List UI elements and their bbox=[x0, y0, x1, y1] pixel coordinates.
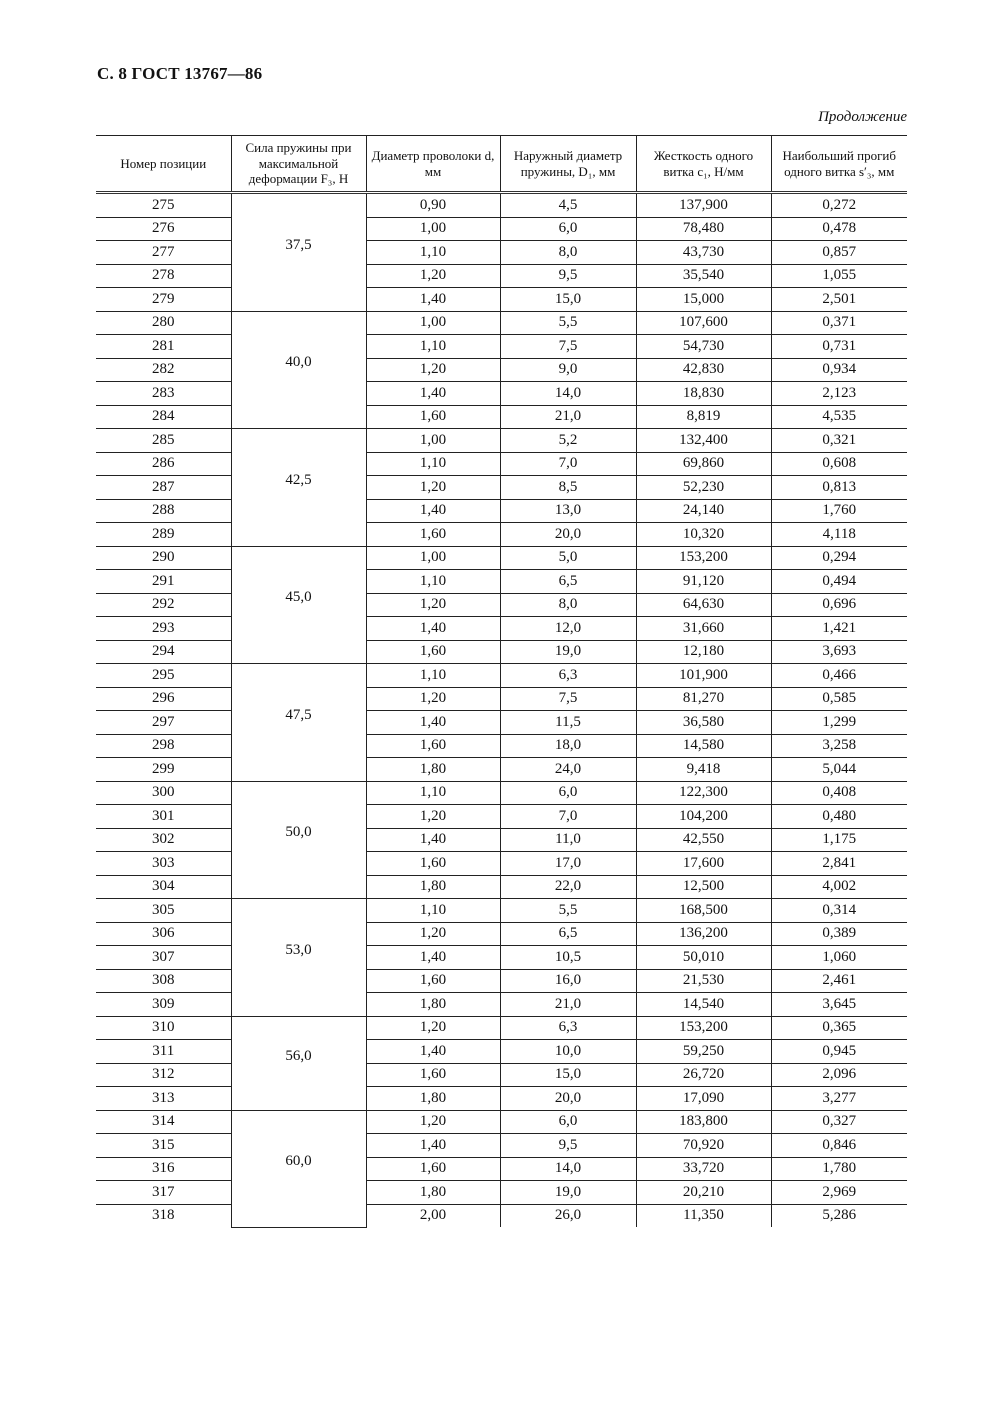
header-position: Номер позиции bbox=[96, 136, 231, 193]
cell-max-deflection: 0,857 bbox=[771, 241, 907, 265]
table-row bbox=[96, 640, 907, 664]
cell-outer-diameter: 7,5 bbox=[500, 335, 636, 359]
cell-position: 314 bbox=[96, 1110, 231, 1134]
cell-stiffness: 24,140 bbox=[636, 499, 771, 523]
cell-stiffness: 12,500 bbox=[636, 875, 771, 899]
cell-wire-diameter: 1,40 bbox=[366, 711, 500, 735]
cell-stiffness: 91,120 bbox=[636, 570, 771, 594]
table-row bbox=[96, 429, 907, 453]
cell-max-deflection: 2,501 bbox=[771, 288, 907, 312]
table-row bbox=[96, 382, 907, 406]
cell-stiffness: 132,400 bbox=[636, 429, 771, 453]
table-row bbox=[96, 852, 907, 876]
cell-max-deflection: 2,969 bbox=[771, 1181, 907, 1205]
cell-stiffness: 104,200 bbox=[636, 805, 771, 829]
table-row bbox=[96, 593, 907, 617]
cell-position: 279 bbox=[96, 288, 231, 312]
cell-position: 311 bbox=[96, 1040, 231, 1064]
cell-wire-diameter: 1,10 bbox=[366, 664, 500, 688]
table-row bbox=[96, 993, 907, 1017]
cell-outer-diameter: 6,0 bbox=[500, 781, 636, 805]
cell-position: 313 bbox=[96, 1087, 231, 1111]
cell-max-deflection: 3,277 bbox=[771, 1087, 907, 1111]
cell-position: 312 bbox=[96, 1063, 231, 1087]
cell-position: 280 bbox=[96, 311, 231, 335]
cell-force: 53,0 bbox=[231, 899, 366, 1017]
cell-max-deflection: 0,585 bbox=[771, 687, 907, 711]
cell-wire-diameter: 1,40 bbox=[366, 617, 500, 641]
cell-stiffness: 137,900 bbox=[636, 193, 771, 218]
cell-stiffness: 18,830 bbox=[636, 382, 771, 406]
cell-max-deflection: 0,945 bbox=[771, 1040, 907, 1064]
cell-position: 298 bbox=[96, 734, 231, 758]
cell-max-deflection: 0,327 bbox=[771, 1110, 907, 1134]
cell-position: 276 bbox=[96, 217, 231, 241]
cell-wire-diameter: 1,10 bbox=[366, 335, 500, 359]
cell-outer-diameter: 13,0 bbox=[500, 499, 636, 523]
continuation-label: Продолжение bbox=[818, 109, 907, 125]
cell-stiffness: 10,320 bbox=[636, 523, 771, 547]
table-row bbox=[96, 358, 907, 382]
cell-stiffness: 14,540 bbox=[636, 993, 771, 1017]
cell-wire-diameter: 0,90 bbox=[366, 193, 500, 218]
cell-max-deflection: 4,118 bbox=[771, 523, 907, 547]
table-row bbox=[96, 335, 907, 359]
cell-stiffness: 59,250 bbox=[636, 1040, 771, 1064]
cell-stiffness: 35,540 bbox=[636, 264, 771, 288]
cell-wire-diameter: 1,40 bbox=[366, 1134, 500, 1158]
cell-outer-diameter: 26,0 bbox=[500, 1204, 636, 1227]
cell-max-deflection: 0,478 bbox=[771, 217, 907, 241]
table-row bbox=[96, 1063, 907, 1087]
cell-position: 299 bbox=[96, 758, 231, 782]
table-row bbox=[96, 922, 907, 946]
table-row bbox=[96, 1204, 907, 1227]
cell-stiffness: 17,600 bbox=[636, 852, 771, 876]
cell-outer-diameter: 7,5 bbox=[500, 687, 636, 711]
cell-position: 317 bbox=[96, 1181, 231, 1205]
cell-max-deflection: 4,002 bbox=[771, 875, 907, 899]
cell-max-deflection: 0,272 bbox=[771, 193, 907, 218]
cell-stiffness: 50,010 bbox=[636, 946, 771, 970]
spring-spec-table bbox=[96, 135, 907, 1228]
cell-wire-diameter: 1,20 bbox=[366, 593, 500, 617]
table-row bbox=[96, 828, 907, 852]
cell-outer-diameter: 7,0 bbox=[500, 805, 636, 829]
cell-outer-diameter: 12,0 bbox=[500, 617, 636, 641]
table-row bbox=[96, 546, 907, 570]
header-stiffness: Жесткость одного витка c₁, Н/мм bbox=[636, 136, 771, 193]
cell-stiffness: 21,530 bbox=[636, 969, 771, 993]
table-row bbox=[96, 664, 907, 688]
cell-position: 288 bbox=[96, 499, 231, 523]
cell-outer-diameter: 21,0 bbox=[500, 993, 636, 1017]
cell-outer-diameter: 17,0 bbox=[500, 852, 636, 876]
cell-wire-diameter: 1,60 bbox=[366, 405, 500, 429]
table-row bbox=[96, 899, 907, 923]
cell-stiffness: 136,200 bbox=[636, 922, 771, 946]
page-header: С. 8 ГОСТ 13767—86 bbox=[97, 64, 263, 83]
cell-max-deflection: 0,314 bbox=[771, 899, 907, 923]
table-row bbox=[96, 452, 907, 476]
cell-max-deflection: 0,813 bbox=[771, 476, 907, 500]
cell-stiffness: 101,900 bbox=[636, 664, 771, 688]
cell-outer-diameter: 9,0 bbox=[500, 358, 636, 382]
cell-wire-diameter: 1,60 bbox=[366, 1063, 500, 1087]
cell-force: 56,0 bbox=[231, 1016, 366, 1110]
cell-max-deflection: 1,055 bbox=[771, 264, 907, 288]
cell-wire-diameter: 1,00 bbox=[366, 429, 500, 453]
cell-stiffness: 17,090 bbox=[636, 1087, 771, 1111]
cell-outer-diameter: 16,0 bbox=[500, 969, 636, 993]
cell-wire-diameter: 1,20 bbox=[366, 1016, 500, 1040]
cell-outer-diameter: 10,5 bbox=[500, 946, 636, 970]
cell-stiffness: 20,210 bbox=[636, 1181, 771, 1205]
cell-stiffness: 36,580 bbox=[636, 711, 771, 735]
cell-max-deflection: 0,466 bbox=[771, 664, 907, 688]
cell-wire-diameter: 1,80 bbox=[366, 993, 500, 1017]
cell-wire-diameter: 1,80 bbox=[366, 875, 500, 899]
cell-position: 295 bbox=[96, 664, 231, 688]
cell-position: 290 bbox=[96, 546, 231, 570]
table-row bbox=[96, 781, 907, 805]
table-row bbox=[96, 946, 907, 970]
cell-outer-diameter: 5,0 bbox=[500, 546, 636, 570]
cell-stiffness: 183,800 bbox=[636, 1110, 771, 1134]
cell-position: 275 bbox=[96, 193, 231, 218]
cell-force: 40,0 bbox=[231, 311, 366, 429]
cell-max-deflection: 1,760 bbox=[771, 499, 907, 523]
cell-wire-diameter: 2,00 bbox=[366, 1204, 500, 1227]
table-row bbox=[96, 711, 907, 735]
cell-stiffness: 122,300 bbox=[636, 781, 771, 805]
cell-position: 289 bbox=[96, 523, 231, 547]
cell-wire-diameter: 1,60 bbox=[366, 734, 500, 758]
cell-wire-diameter: 1,10 bbox=[366, 452, 500, 476]
cell-outer-diameter: 4,5 bbox=[500, 193, 636, 218]
table-row bbox=[96, 311, 907, 335]
table-row bbox=[96, 1157, 907, 1181]
cell-position: 304 bbox=[96, 875, 231, 899]
cell-max-deflection: 0,934 bbox=[771, 358, 907, 382]
cell-stiffness: 70,920 bbox=[636, 1134, 771, 1158]
cell-max-deflection: 0,480 bbox=[771, 805, 907, 829]
cell-force: 37,5 bbox=[231, 193, 366, 312]
cell-position: 310 bbox=[96, 1016, 231, 1040]
cell-max-deflection: 2,841 bbox=[771, 852, 907, 876]
header-wire-diameter: Диаметр проволоки d, мм bbox=[366, 136, 500, 193]
table-row bbox=[96, 405, 907, 429]
cell-wire-diameter: 1,60 bbox=[366, 852, 500, 876]
cell-wire-diameter: 1,10 bbox=[366, 241, 500, 265]
cell-max-deflection: 0,294 bbox=[771, 546, 907, 570]
cell-outer-diameter: 6,0 bbox=[500, 1110, 636, 1134]
cell-position: 283 bbox=[96, 382, 231, 406]
cell-max-deflection: 0,408 bbox=[771, 781, 907, 805]
table-row bbox=[96, 264, 907, 288]
table-row bbox=[96, 758, 907, 782]
cell-position: 292 bbox=[96, 593, 231, 617]
cell-wire-diameter: 1,60 bbox=[366, 1157, 500, 1181]
cell-max-deflection: 1,299 bbox=[771, 711, 907, 735]
cell-wire-diameter: 1,40 bbox=[366, 1040, 500, 1064]
cell-position: 296 bbox=[96, 687, 231, 711]
cell-position: 286 bbox=[96, 452, 231, 476]
cell-position: 309 bbox=[96, 993, 231, 1017]
cell-outer-diameter: 9,5 bbox=[500, 1134, 636, 1158]
cell-wire-diameter: 1,80 bbox=[366, 1087, 500, 1111]
cell-position: 301 bbox=[96, 805, 231, 829]
cell-outer-diameter: 5,5 bbox=[500, 311, 636, 335]
cell-position: 287 bbox=[96, 476, 231, 500]
cell-outer-diameter: 6,5 bbox=[500, 570, 636, 594]
cell-wire-diameter: 1,80 bbox=[366, 1181, 500, 1205]
cell-wire-diameter: 1,10 bbox=[366, 781, 500, 805]
cell-stiffness: 9,418 bbox=[636, 758, 771, 782]
cell-stiffness: 26,720 bbox=[636, 1063, 771, 1087]
cell-stiffness: 69,860 bbox=[636, 452, 771, 476]
cell-wire-diameter: 1,80 bbox=[366, 758, 500, 782]
cell-outer-diameter: 18,0 bbox=[500, 734, 636, 758]
cell-outer-diameter: 19,0 bbox=[500, 1181, 636, 1205]
cell-wire-diameter: 1,60 bbox=[366, 640, 500, 664]
cell-position: 315 bbox=[96, 1134, 231, 1158]
cell-wire-diameter: 1,00 bbox=[366, 217, 500, 241]
cell-wire-diameter: 1,20 bbox=[366, 264, 500, 288]
cell-outer-diameter: 21,0 bbox=[500, 405, 636, 429]
cell-outer-diameter: 14,0 bbox=[500, 1157, 636, 1181]
cell-position: 291 bbox=[96, 570, 231, 594]
cell-outer-diameter: 5,2 bbox=[500, 429, 636, 453]
cell-wire-diameter: 1,60 bbox=[366, 969, 500, 993]
cell-position: 307 bbox=[96, 946, 231, 970]
cell-max-deflection: 1,421 bbox=[771, 617, 907, 641]
cell-position: 297 bbox=[96, 711, 231, 735]
cell-wire-diameter: 1,20 bbox=[366, 687, 500, 711]
cell-force: 50,0 bbox=[231, 781, 366, 899]
cell-position: 303 bbox=[96, 852, 231, 876]
header-outer-diameter: Наружный диаметр пружины, D₁, мм bbox=[500, 136, 636, 193]
cell-wire-diameter: 1,60 bbox=[366, 523, 500, 547]
cell-max-deflection: 5,044 bbox=[771, 758, 907, 782]
cell-outer-diameter: 20,0 bbox=[500, 1087, 636, 1111]
cell-stiffness: 14,580 bbox=[636, 734, 771, 758]
cell-max-deflection: 0,731 bbox=[771, 335, 907, 359]
cell-outer-diameter: 8,0 bbox=[500, 593, 636, 617]
cell-outer-diameter: 5,5 bbox=[500, 899, 636, 923]
cell-max-deflection: 3,693 bbox=[771, 640, 907, 664]
cell-stiffness: 78,480 bbox=[636, 217, 771, 241]
table-row bbox=[96, 617, 907, 641]
cell-wire-diameter: 1,20 bbox=[366, 1110, 500, 1134]
cell-stiffness: 12,180 bbox=[636, 640, 771, 664]
cell-stiffness: 168,500 bbox=[636, 899, 771, 923]
cell-outer-diameter: 22,0 bbox=[500, 875, 636, 899]
cell-stiffness: 153,200 bbox=[636, 546, 771, 570]
cell-stiffness: 52,230 bbox=[636, 476, 771, 500]
cell-position: 318 bbox=[152, 1207, 175, 1224]
cell-max-deflection: 0,365 bbox=[771, 1016, 907, 1040]
table-row bbox=[96, 1134, 907, 1158]
table-row bbox=[96, 523, 907, 547]
cell-stiffness: 15,000 bbox=[636, 288, 771, 312]
cell-outer-diameter: 24,0 bbox=[500, 758, 636, 782]
cell-outer-diameter: 11,0 bbox=[500, 828, 636, 852]
table-row bbox=[96, 687, 907, 711]
cell-max-deflection: 0,371 bbox=[771, 311, 907, 335]
cell-position: 302 bbox=[96, 828, 231, 852]
table-row bbox=[96, 875, 907, 899]
cell-max-deflection: 3,645 bbox=[771, 993, 907, 1017]
cell-wire-diameter: 1,20 bbox=[366, 476, 500, 500]
cell-outer-diameter: 9,5 bbox=[500, 264, 636, 288]
cell-max-deflection: 1,175 bbox=[771, 828, 907, 852]
cell-max-deflection: 0,494 bbox=[771, 570, 907, 594]
table-row bbox=[96, 1110, 907, 1134]
cell-outer-diameter: 20,0 bbox=[500, 523, 636, 547]
table-row bbox=[96, 805, 907, 829]
cell-max-deflection: 2,123 bbox=[771, 382, 907, 406]
cell-stiffness: 81,270 bbox=[636, 687, 771, 711]
table-row bbox=[96, 499, 907, 523]
cell-max-deflection: 3,258 bbox=[771, 734, 907, 758]
cell-position: 300 bbox=[96, 781, 231, 805]
cell-max-deflection: 1,060 bbox=[771, 946, 907, 970]
cell-position: 294 bbox=[96, 640, 231, 664]
cell-max-deflection: 2,461 bbox=[771, 969, 907, 993]
cell-outer-diameter: 15,0 bbox=[500, 1063, 636, 1087]
cell-position: 284 bbox=[96, 405, 231, 429]
cell-max-deflection: 0,608 bbox=[771, 452, 907, 476]
cell-max-deflection: 0,321 bbox=[771, 429, 907, 453]
cell-stiffness: 153,200 bbox=[636, 1016, 771, 1040]
cell-max-deflection: 5,286 bbox=[771, 1204, 907, 1227]
cell-outer-diameter: 7,0 bbox=[500, 452, 636, 476]
table-row bbox=[96, 1016, 907, 1040]
cell-outer-diameter: 14,0 bbox=[500, 382, 636, 406]
cell-stiffness: 42,550 bbox=[636, 828, 771, 852]
cell-position: 278 bbox=[96, 264, 231, 288]
cell-position: 282 bbox=[96, 358, 231, 382]
cell-stiffness: 42,830 bbox=[636, 358, 771, 382]
cell-stiffness: 8,819 bbox=[636, 405, 771, 429]
cell-wire-diameter: 1,00 bbox=[366, 546, 500, 570]
table-row bbox=[96, 969, 907, 993]
table-row bbox=[96, 734, 907, 758]
cell-wire-diameter: 1,40 bbox=[366, 828, 500, 852]
cell-force: 45,0 bbox=[231, 546, 366, 664]
table-row bbox=[96, 570, 907, 594]
table-row bbox=[96, 193, 907, 218]
cell-stiffness: 33,720 bbox=[636, 1157, 771, 1181]
cell-wire-diameter: 1,20 bbox=[366, 358, 500, 382]
table-row bbox=[96, 217, 907, 241]
cell-wire-diameter: 1,10 bbox=[366, 899, 500, 923]
cell-position: 277 bbox=[96, 241, 231, 265]
cell-stiffness: 107,600 bbox=[636, 311, 771, 335]
cell-outer-diameter: 11,5 bbox=[500, 711, 636, 735]
cell-stiffness: 43,730 bbox=[636, 241, 771, 265]
cell-outer-diameter: 19,0 bbox=[500, 640, 636, 664]
cell-outer-diameter: 8,5 bbox=[500, 476, 636, 500]
cell-stiffness: 31,660 bbox=[636, 617, 771, 641]
table-row bbox=[96, 1087, 907, 1111]
cell-position: 306 bbox=[96, 922, 231, 946]
cell-stiffness: 54,730 bbox=[636, 335, 771, 359]
cell-max-deflection: 2,096 bbox=[771, 1063, 907, 1087]
cell-position: 281 bbox=[96, 335, 231, 359]
cell-force: 47,5 bbox=[231, 664, 366, 782]
cell-wire-diameter: 1,40 bbox=[366, 499, 500, 523]
table-header-row bbox=[96, 136, 907, 193]
cell-wire-diameter: 1,20 bbox=[366, 805, 500, 829]
cell-position: 305 bbox=[96, 899, 231, 923]
cell-max-deflection: 0,696 bbox=[771, 593, 907, 617]
table-row bbox=[96, 476, 907, 500]
table-row bbox=[96, 288, 907, 312]
cell-outer-diameter: 10,0 bbox=[500, 1040, 636, 1064]
header-force: Сила пружины при максимальной деформации F₃, Н bbox=[231, 136, 366, 193]
cell-stiffness: 64,630 bbox=[636, 593, 771, 617]
table-row bbox=[96, 241, 907, 265]
table-row bbox=[96, 1181, 907, 1205]
cell-outer-diameter: 6,3 bbox=[500, 664, 636, 688]
cell-wire-diameter: 1,40 bbox=[366, 946, 500, 970]
table-body bbox=[96, 193, 907, 1228]
cell-wire-diameter: 1,40 bbox=[366, 382, 500, 406]
cell-outer-diameter: 6,3 bbox=[500, 1016, 636, 1040]
cell-stiffness: 11,350 bbox=[636, 1204, 771, 1227]
cell-outer-diameter: 6,5 bbox=[500, 922, 636, 946]
cell-outer-diameter: 15,0 bbox=[500, 288, 636, 312]
cell-outer-diameter: 6,0 bbox=[500, 217, 636, 241]
cell-position: 308 bbox=[96, 969, 231, 993]
cell-wire-diameter: 1,10 bbox=[366, 570, 500, 594]
cell-wire-diameter: 1,40 bbox=[366, 288, 500, 312]
cell-force: 42,5 bbox=[231, 429, 366, 547]
cell-max-deflection: 0,389 bbox=[771, 922, 907, 946]
cell-position: 285 bbox=[96, 429, 231, 453]
cell-position: 293 bbox=[96, 617, 231, 641]
table-row bbox=[96, 1040, 907, 1064]
cell-max-deflection: 0,846 bbox=[771, 1134, 907, 1158]
cell-outer-diameter: 8,0 bbox=[500, 241, 636, 265]
cell-max-deflection: 1,780 bbox=[771, 1157, 907, 1181]
cell-wire-diameter: 1,00 bbox=[366, 311, 500, 335]
cell-wire-diameter: 1,20 bbox=[366, 922, 500, 946]
cell-max-deflection: 4,535 bbox=[771, 405, 907, 429]
cell-position: 316 bbox=[96, 1157, 231, 1181]
cell-force: 60,0 bbox=[231, 1110, 366, 1227]
header-max-deflection: Наибольший прогиб одного витка s′₃, мм bbox=[771, 136, 907, 193]
